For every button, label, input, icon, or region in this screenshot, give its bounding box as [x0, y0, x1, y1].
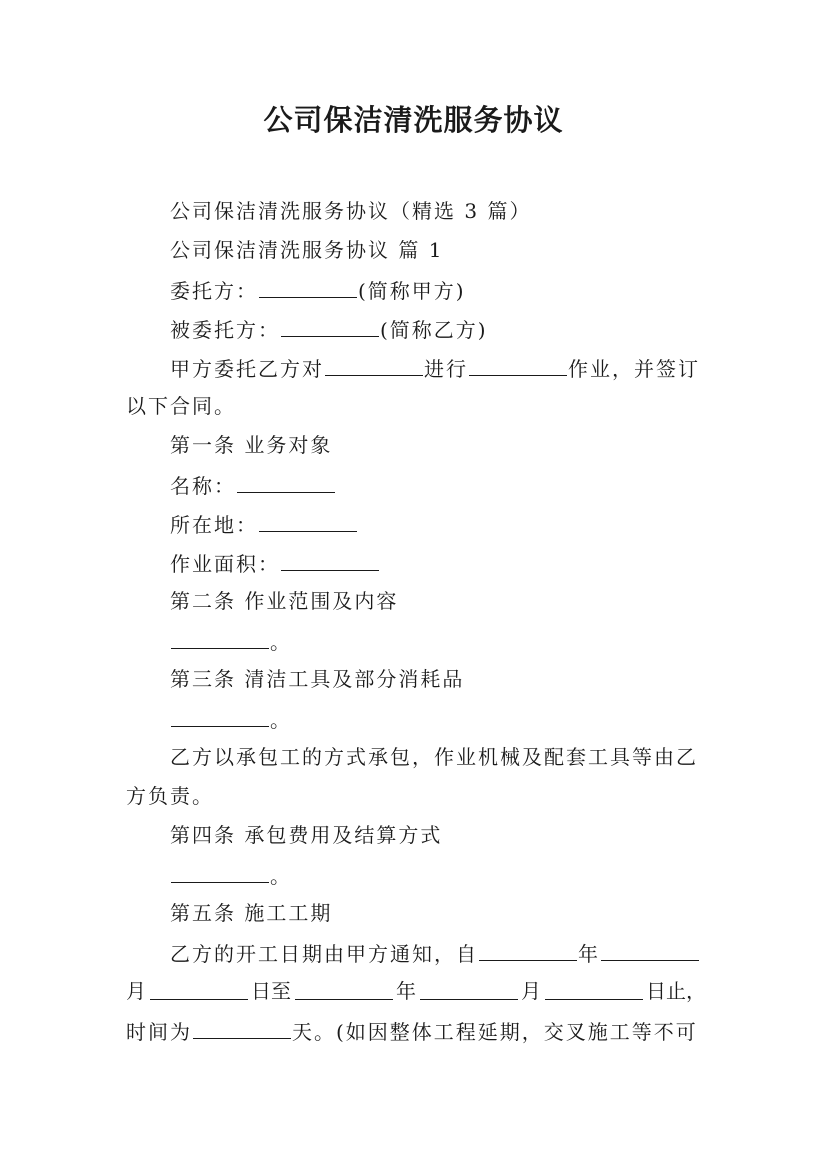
- month-label: 月: [521, 979, 541, 1003]
- area-label: 作业面积：: [170, 552, 280, 576]
- contract-paragraph: 乙方以承包工的方式承包，作业机械及配套工具等由乙: [170, 745, 698, 769]
- article-4-content: [170, 860, 292, 890]
- article-3-heading: 第三条 清洁工具及部分消耗品: [170, 667, 465, 691]
- duration-text: 天。(如因整体工程延期，交叉施工等不可: [292, 1020, 698, 1044]
- article-1-heading: 第一条 业务对象: [170, 433, 333, 457]
- blank-field: [171, 626, 269, 649]
- name-label: 名称：: [170, 474, 236, 498]
- month-label: 月: [126, 979, 146, 1003]
- principal-note: (简称甲方): [358, 279, 466, 303]
- blank-field: [237, 470, 335, 493]
- article-5-heading: 第五条 施工工期: [170, 901, 333, 925]
- blank-field: [259, 275, 357, 298]
- agent-note: (简称乙方): [380, 318, 488, 342]
- year-label: 年: [578, 942, 600, 966]
- blank-field: [420, 977, 518, 1000]
- entrust-text-3: 作业，并签订: [568, 357, 700, 381]
- schedule-line-2: [126, 977, 706, 1005]
- schedule-line-3: [126, 1016, 698, 1046]
- section-heading: 公司保洁清洗服务协议 篇 1: [170, 238, 444, 262]
- schedule-text: 乙方的开工日期由甲方通知，自: [170, 942, 478, 966]
- blank-field: [259, 509, 357, 532]
- entrust-text-1: 甲方委托乙方对: [170, 357, 324, 381]
- subtitle-line: 公司保洁清洗服务协议（精选 3 篇）: [170, 199, 532, 223]
- blank-field: [193, 1016, 291, 1039]
- blank-field: [281, 314, 379, 337]
- day-end-label: 日止，: [646, 979, 706, 1003]
- principal-line: [170, 275, 466, 305]
- article-3-content: [170, 704, 292, 734]
- entrust-line-cont: 以下合同。: [126, 394, 236, 418]
- name-line: [170, 470, 336, 500]
- entrust-line: [170, 353, 700, 383]
- blank-field: [469, 353, 567, 376]
- period: 。: [270, 864, 292, 888]
- agent-line: [170, 314, 488, 344]
- article-2-heading: 第二条 作业范围及内容: [170, 589, 399, 613]
- location-label: 所在地：: [170, 513, 258, 537]
- blank-field: [295, 977, 393, 1000]
- blank-field: [601, 938, 699, 961]
- day-to-label: 日至: [251, 979, 291, 1003]
- year-label: 年: [396, 979, 416, 1003]
- location-line: [170, 509, 358, 539]
- blank-field: [545, 977, 643, 1000]
- document-title: 公司保洁清洗服务协议: [263, 103, 564, 137]
- area-line: [170, 548, 380, 578]
- period: 。: [270, 708, 292, 732]
- entrust-text-2: 进行: [424, 357, 468, 381]
- blank-field: [479, 938, 577, 961]
- schedule-line-1: [170, 938, 700, 968]
- blank-field: [171, 860, 269, 883]
- blank-field: [150, 977, 248, 1000]
- blank-field: [325, 353, 423, 376]
- blank-field: [281, 548, 379, 571]
- article-2-content: [170, 626, 292, 656]
- period: 。: [270, 630, 292, 654]
- article-4-heading: 第四条 承包费用及结算方式: [170, 823, 443, 847]
- blank-field: [171, 704, 269, 727]
- principal-label: 委托方：: [170, 279, 258, 303]
- agent-label: 被委托方：: [170, 318, 280, 342]
- duration-label: 时间为: [126, 1020, 192, 1044]
- contract-paragraph-cont: 方负责。: [126, 784, 214, 808]
